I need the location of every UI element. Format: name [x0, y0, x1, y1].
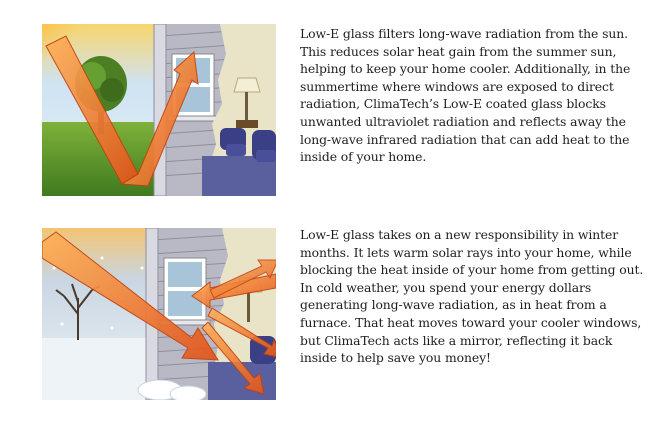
summer-house-illustration — [42, 24, 276, 196]
summer-description: Low-E glass filters long-wave radiation from the sun. This reduces solar heat gain from the summer sun, helping to keep your home cooler. Additionally, in the summertime where windows are exposed to direct radiation, ClimaTech’s Low-E coated glass blocks unwanted ultraviolet radiation and reflects away the long-wave infrared radiation that can add heat to the inside of your home. — [300, 26, 631, 165]
summer-illustration-svg — [42, 24, 276, 196]
winter-house-illustration — [42, 228, 276, 400]
winter-illustration-svg — [42, 228, 276, 400]
winter-section — [0, 214, 650, 429]
winter-description: Low-E glass takes on a new responsibility in winter months. It lets warm solar rays into your home, while blocking the heat inside of your home from getting out. In cold weather, you spend your energy dollars generating long-wave radiation, as in heat from a furnace. That heat moves toward your cooler windows, but ClimaTech acts like a mirror, reflecting it back inside to help save you money! — [300, 227, 644, 366]
summer-section — [0, 0, 650, 214]
